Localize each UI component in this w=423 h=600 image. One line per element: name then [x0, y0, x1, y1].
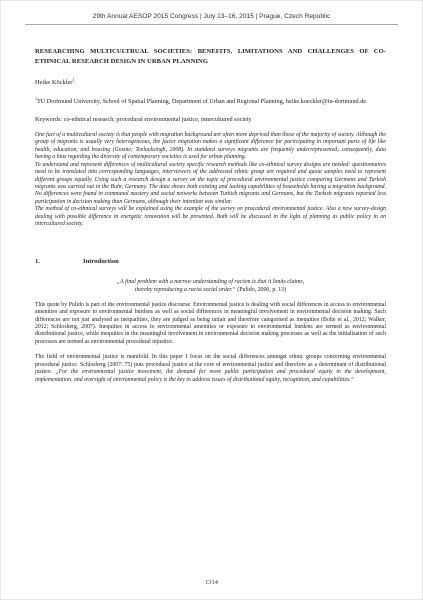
section-title: Introduction: [83, 257, 119, 265]
abstract-paragraph: One fact of a multicultural society is that people with migration background are often more deprived than those of the majority of society. Although the group of migrants is usually very heterogeneous, the factor migration makes a significant difference for participating in important parts of life like health, education, and housing (Gosine; Teelucksingh, 2008). In standard surveys migrants are frequently underrepresented; consequently, data having a bias regarding the diversity of contemporary societies is used for urban planning.: [35, 131, 386, 161]
paper-content: [35, 47, 386, 384]
epigraph: [35, 278, 386, 294]
affiliation: TU Dortmund University, School of Spatial Planning, Department of Urban and Regional Planning, heike.koeckler@tu-dortmund.de: [37, 98, 367, 106]
epigraph-line-with-citation: [35, 286, 386, 294]
affiliation-superscript: 1: [35, 96, 37, 102]
epigraph-citation: (Pulido, 2000, p. 13): [235, 286, 287, 293]
running-head: 29th Annual AESOP 2015 Congress | July 13–16, 2015 | Prague, Czech Republic: [92, 13, 331, 20]
affiliation-line: [35, 95, 386, 106]
body-paragraph-text: The field of environmental justice is manifold. In this paper I focus on the social differences amongst ethnic groups concerning environmental procedural justice. Schlosberg (2007: 75) puts procedural justice at the core of environmental justice and therefore as a determinant of distributional justice:: [35, 354, 386, 376]
body-paragraph: [35, 354, 386, 384]
section-number: 1.: [35, 257, 40, 265]
page-number: 1314: [205, 579, 218, 586]
abstract-paragraph: To understand and represent differences of multicultural society specific research methods like co-ethnical survey designs are needed: questionnaires need to be translated into corresponding languages, interviewers of the addressed ethnic group are required and quota samples need to represent different groups equally. Using such a research design a survey on the topic of procedural environmental justice comparing Germans and Turkish migrants was carried out in the Ruhr, Germany. The data shows both existing and lacking capabilities of households having a migration background. No differences were found in communal mastery and social networks between Turkish migrants and Germans, but the Turkish migrants reported less participation in decision making than Germans, although their intention was similar.: [35, 161, 386, 205]
author-line: [35, 77, 386, 86]
epigraph-line: thereby reproducing a racist social order.“: [134, 286, 236, 293]
epigraph-line: „A final problem with a narrow understanding of racism is that it limits claims,: [116, 278, 305, 285]
paper-title: RESEARCHING MULTICULTRUAL SOCIETIES: BENEFITS, LIMITATIONS AND CHALLENGES OF CO-ETHNICAL RESEARCH DESIGN IN URBAN PLANNING: [35, 48, 386, 65]
section-heading: [35, 258, 386, 265]
header-divider: [25, 24, 398, 25]
body-paragraph: This quote by Pulido is part of the environmental justice discourse. Environmental justice is dealing with social differences in access to environmental amenities and exposure to environmental burdens as well as social differences in meaningful involvement in environmental decision making. Such differences are not just analysed as inequalities, they are judged as being unfair and therefore categorised as inequities (Bolte et al., 2012; Walker, 2012; Schlosberg, 2007). Inequities in access to environmental amenities or exposure to environmental burdens are termed as environmental distributional justice, while inequities in the meaningful involvement in environmental decision making processes as well as the initialisation of such processes are termed as environmental procedural injustice.: [35, 301, 386, 345]
keywords: Keywords: co-ethnical research, procedural environmental justice, intercultured society: [35, 115, 252, 123]
abstract-paragraph: The method of co-ethnical surveys will be explained using the example of the survey on procedural environmental justice. Also a new survey-design dealing with possible difference in energetic renovation will be presented. Both will be discussed in the light of planning as public policy in an intercultured society.: [35, 206, 386, 228]
block-quote: „For the environmental justice movement, the demand for more public participation and procedural equity in the development, implementation, and oversight of environmental policy is the key to address issues of distributional equity, recognition, and capabilities.“: [35, 369, 386, 383]
author-superscript: 1: [72, 77, 75, 83]
author-name: Heike Köckler: [35, 79, 73, 87]
abstract: [35, 132, 386, 229]
